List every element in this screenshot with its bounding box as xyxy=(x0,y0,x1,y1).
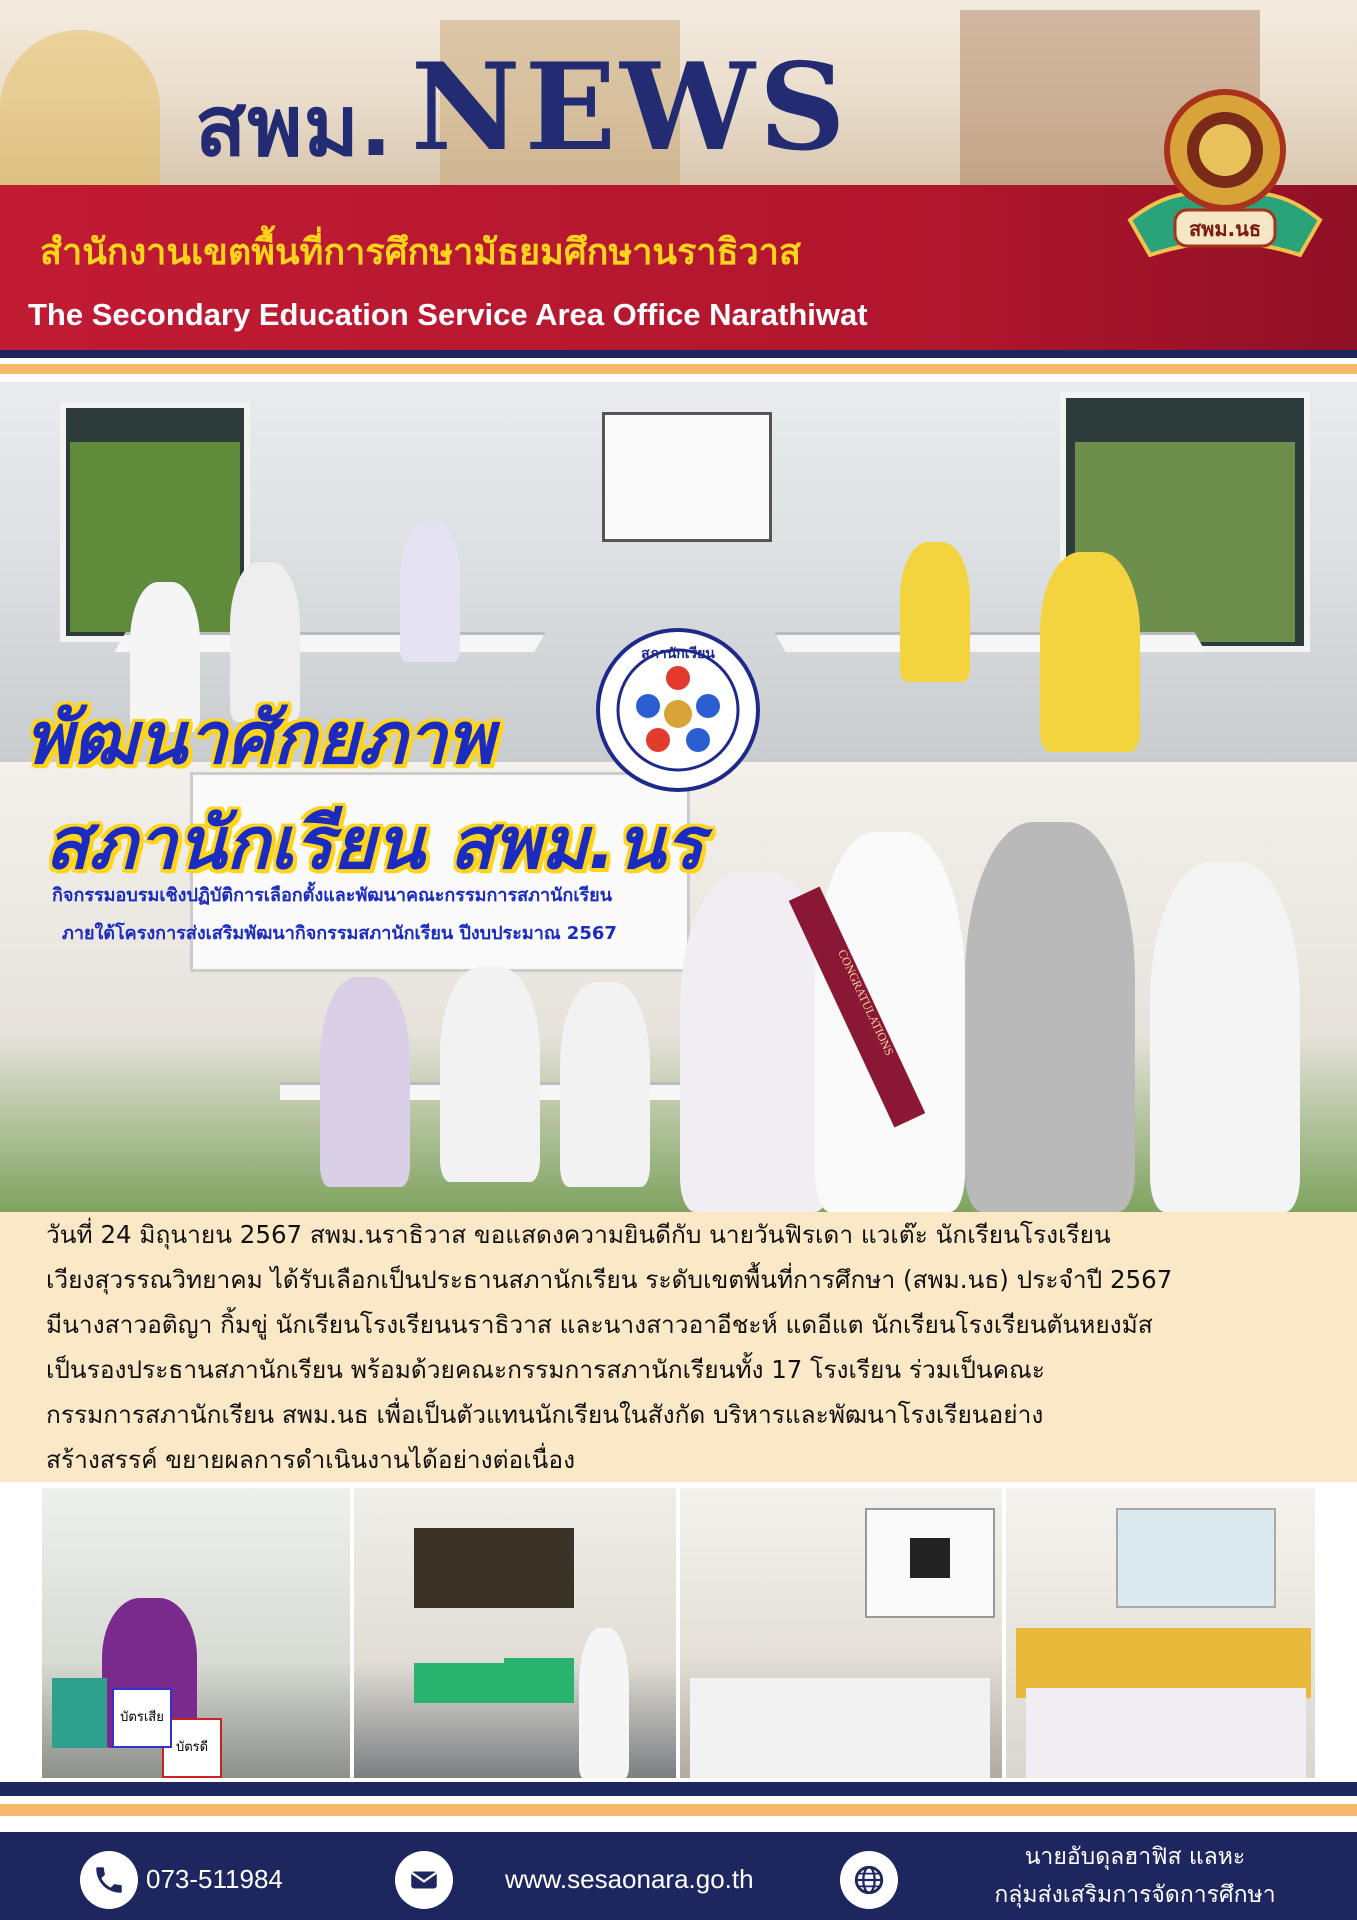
gallery-photo-ballot xyxy=(40,1486,352,1780)
student-president xyxy=(815,832,965,1212)
ballot-box-label-good: บัตรดี xyxy=(162,1718,222,1778)
footer-website[interactable]: www.sesaonara.go.th xyxy=(505,1864,754,1894)
student xyxy=(400,522,460,662)
article-line: เวียงสุวรรณวิทยาคม ได้รับเลือกเป็นประธานสภานักเรียน ระดับเขตพื้นที่การศึกษา (สพม.นธ) ประจำปี 2567 xyxy=(46,1265,1173,1294)
email-icon xyxy=(395,1851,453,1909)
article-line: วันที่ 24 มิถุนายน 2567 สพม.นราธิวาส ขอแสดงความยินดีกับ นายวันฟิรเดา แวเต๊ะ นักเรียนโรงเรียน xyxy=(46,1220,1111,1249)
official xyxy=(965,822,1135,1212)
student xyxy=(440,967,540,1182)
feature-subtitle-line-1: กิจกรรมอบรมเชิงปฏิบัติการเลือกตั้งและพัฒนาคณะกรรมการสภานักเรียน xyxy=(52,885,612,906)
student-representative xyxy=(1150,862,1300,1212)
student xyxy=(560,982,650,1187)
ballot-box-label-spoiled: บัตรเสีย xyxy=(112,1688,172,1748)
table xyxy=(774,632,1206,652)
brand-thai-text: สพม. xyxy=(195,77,393,175)
article-line: กรรมการสภานักเรียน สพม.นธ เพื่อเป็นตัวแทนนักเรียนในสังกัด บริหารและพัฒนาโรงเรียนอย่าง xyxy=(46,1400,1044,1429)
footer-credit xyxy=(950,1838,1320,1914)
organization-name-thai: สำนักงานเขตพื้นที่การศึกษามัธยมศึกษานราธิวาส xyxy=(40,232,801,273)
gallery-photo-voting xyxy=(352,1486,678,1780)
article-body xyxy=(46,1212,1316,1482)
temple-backdrop-left xyxy=(0,30,160,185)
feature-title-line-2: สภานักเรียน สพม.นร xyxy=(45,801,704,885)
emblem-text: สพม.นธ xyxy=(1188,217,1262,241)
ballot-box xyxy=(52,1678,107,1748)
globe-icon xyxy=(840,1851,898,1909)
feature-subtitle-line-2: ภายใต้โครงการส่งเสริมพัฒนากิจกรรมสภานักเรียน ปีงบประมาณ 2567 xyxy=(62,923,617,944)
student xyxy=(900,542,970,682)
brand-title xyxy=(195,28,850,178)
office-emblem-logo xyxy=(1120,70,1330,280)
footer-phone[interactable]: 073-511984 xyxy=(146,1864,283,1894)
window xyxy=(414,1528,574,1608)
credit-author: นายอับดุลฮาฟิส แลหะ xyxy=(1024,1844,1246,1870)
qr-code xyxy=(910,1538,950,1578)
student xyxy=(579,1628,629,1778)
projection-screen xyxy=(1116,1508,1276,1608)
ballot-box xyxy=(504,1658,574,1703)
congratulations-sash: CONGRATULATIONS xyxy=(789,887,925,1128)
header-divider xyxy=(0,350,1357,380)
gallery-photo-workshop xyxy=(678,1486,1004,1780)
students-seated xyxy=(690,1678,990,1778)
ballot-box xyxy=(414,1663,504,1703)
student xyxy=(1040,552,1140,752)
gallery-photo-group xyxy=(1004,1486,1317,1780)
council-logo-label: สภานักเรียน xyxy=(641,646,715,662)
brand-news-text: NEWS xyxy=(410,37,850,178)
organization-name-english: The Secondary Education Service Area Office Narathiwat xyxy=(28,297,868,332)
student-council-logo xyxy=(596,628,760,792)
article-line: มีนางสาวอติญา กิ้มขู่ นักเรียนโรงเรียนนราธิวาส และนางสาวอาอีชะห์ แดอีแต นักเรียนโรงเรียนตันหยงมัส xyxy=(46,1310,1153,1339)
article-line: เป็นรองประธานสภานักเรียน พร้อมด้วยคณะกรรมการสภานักเรียนทั้ง 17 โรงเรียน ร่วมเป็นคณะ xyxy=(46,1355,1045,1384)
student xyxy=(320,977,410,1187)
footer-divider xyxy=(0,1782,1357,1832)
article-line: สร้างสรรค์ ขยายผลการดำเนินงานได้อย่างต่อเนื่อง xyxy=(46,1445,576,1474)
credit-department: กลุ่มส่งเสริมการจัดการศึกษา xyxy=(994,1882,1276,1908)
projection-screen xyxy=(602,412,772,542)
phone-icon xyxy=(80,1851,138,1909)
feature-title-line-1: พัฒนาศักยภาพ xyxy=(25,696,494,780)
group-front-row xyxy=(1026,1688,1306,1778)
